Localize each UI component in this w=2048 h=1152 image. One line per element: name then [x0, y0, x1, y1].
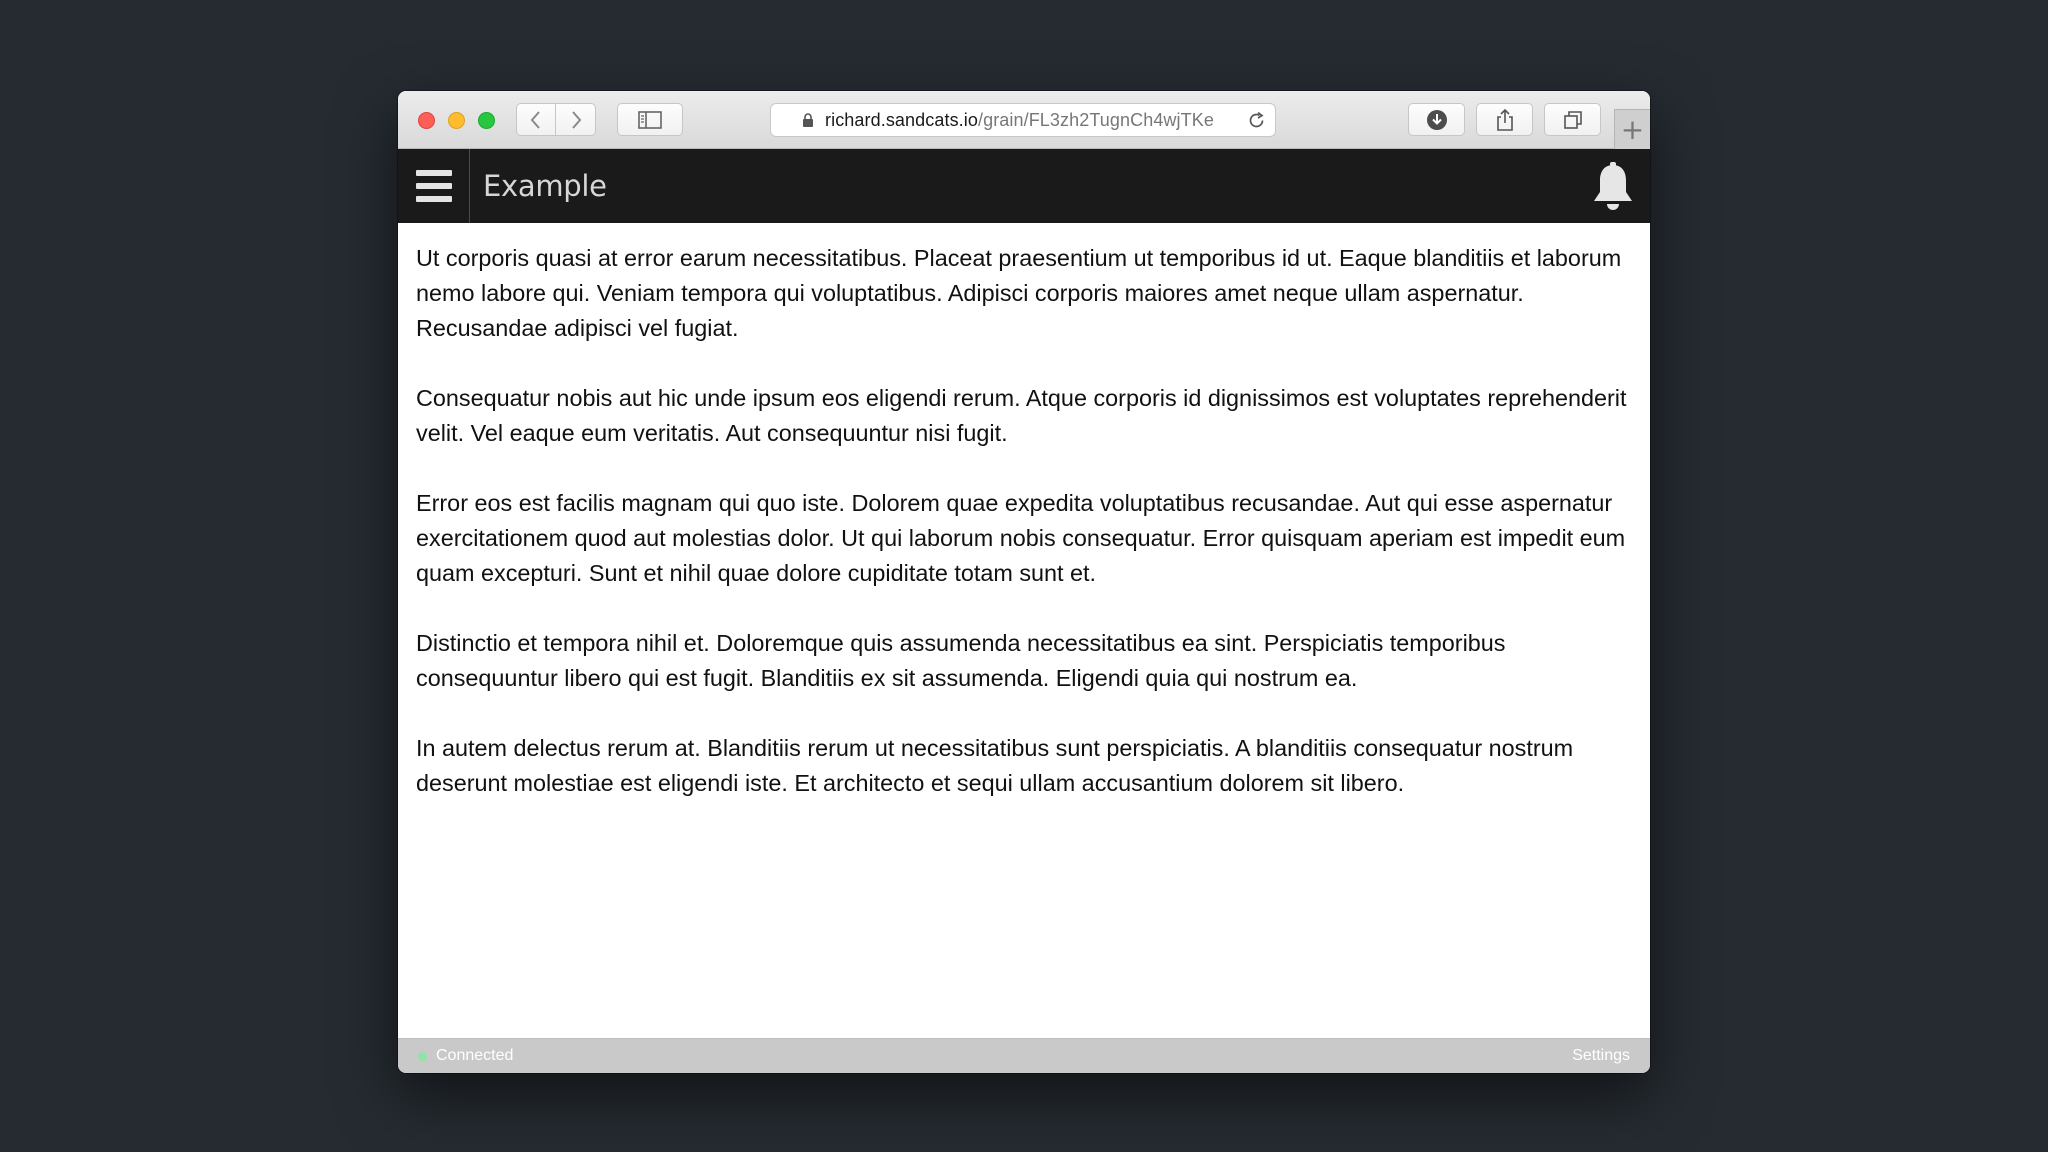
hamburger-icon-bar [416, 196, 452, 202]
reload-icon[interactable] [1247, 111, 1267, 131]
share-button[interactable] [1476, 103, 1533, 136]
sidebar-icon [638, 111, 662, 129]
chevron-left-icon [529, 110, 543, 130]
app-title: Example [483, 169, 607, 203]
paragraph: Consequatur nobis aut hic unde ipsum eos eligendi rerum. Atque corporis id dignissimos est voluptates reprehenderit velit. Vel eaque eum veritatis. Aut consequuntur nisi fugit. [416, 385, 1627, 446]
lock-icon [802, 113, 814, 128]
download-icon [1426, 109, 1448, 131]
new-tab-button[interactable] [1614, 109, 1650, 149]
bell-icon[interactable] [1590, 161, 1636, 213]
window-minimize-button[interactable] [448, 112, 465, 129]
paragraph: Error eos est facilis magnam qui quo iste. Dolorem quae expedita voluptatibus recusandae. Aut qui esse aspernatur exercitationem quod aut molestias dolor. Ut qui laborum nobis consequatur. Error quisquam aperiam est impedit eum quam excepturi. Sunt et nihil quae dolore cupiditate totam sunt et. [416, 490, 1626, 586]
downloads-button[interactable] [1408, 103, 1465, 136]
tabs-overview-icon [1563, 110, 1583, 130]
hamburger-icon-bar [416, 183, 452, 189]
back-button[interactable] [516, 103, 556, 136]
browser-window [398, 91, 1650, 1073]
forward-button[interactable] [556, 103, 596, 136]
paragraph: Distinctio et tempora nihil et. Doloremque quis assumenda necessitatibus ea sint. Perspiciatis temporibus consequuntur libero qui est fugit. Blanditiis ex sit assumenda. Eligendi quia qui nostrum ea. [416, 630, 1506, 691]
menu-button[interactable] [398, 149, 470, 223]
paragraph: Ut corporis quasi at error earum necessitatibus. Placeat praesentium ut temporibus id ut. Eaque blanditiis et laborum nemo labore qui. Veniam tempora qui voluptatibus. Adipisci corporis maiores amet neque ullam aspernatur. Recusandae adipisci vel fugiat. [416, 245, 1622, 341]
paragraph: In autem delectus rerum at. Blanditiis rerum ut necessitatibus sunt perspiciatis. A blanditiis consequatur nostrum deserunt molestiae est eligendi iste. Et architecto et sequi ullam accusantium dolorem sit libero. [416, 735, 1574, 796]
plus-icon: + [1620, 113, 1645, 146]
share-icon [1495, 108, 1515, 132]
status-bar [398, 1038, 1650, 1073]
sidebar-toggle-button[interactable] [617, 103, 683, 136]
address-bar[interactable] [770, 103, 1276, 137]
hamburger-icon-bar [416, 170, 452, 176]
url-text [825, 110, 1255, 131]
tab-overview-button[interactable] [1544, 103, 1601, 136]
url-host: richard.sandcats.io [825, 109, 978, 130]
window-close-button[interactable] [418, 112, 435, 129]
browser-toolbar [398, 91, 1650, 149]
app-header [398, 149, 1650, 223]
window-zoom-button[interactable] [478, 112, 495, 129]
settings-link[interactable]: Settings [1572, 1047, 1630, 1064]
chevron-right-icon [569, 110, 583, 130]
connection-status: Connected [436, 1047, 514, 1064]
url-path: /grain/FL3zh2TugnCh4wjTKe [977, 109, 1214, 130]
document-content [398, 223, 1650, 1038]
connection-status-dot [418, 1052, 427, 1061]
